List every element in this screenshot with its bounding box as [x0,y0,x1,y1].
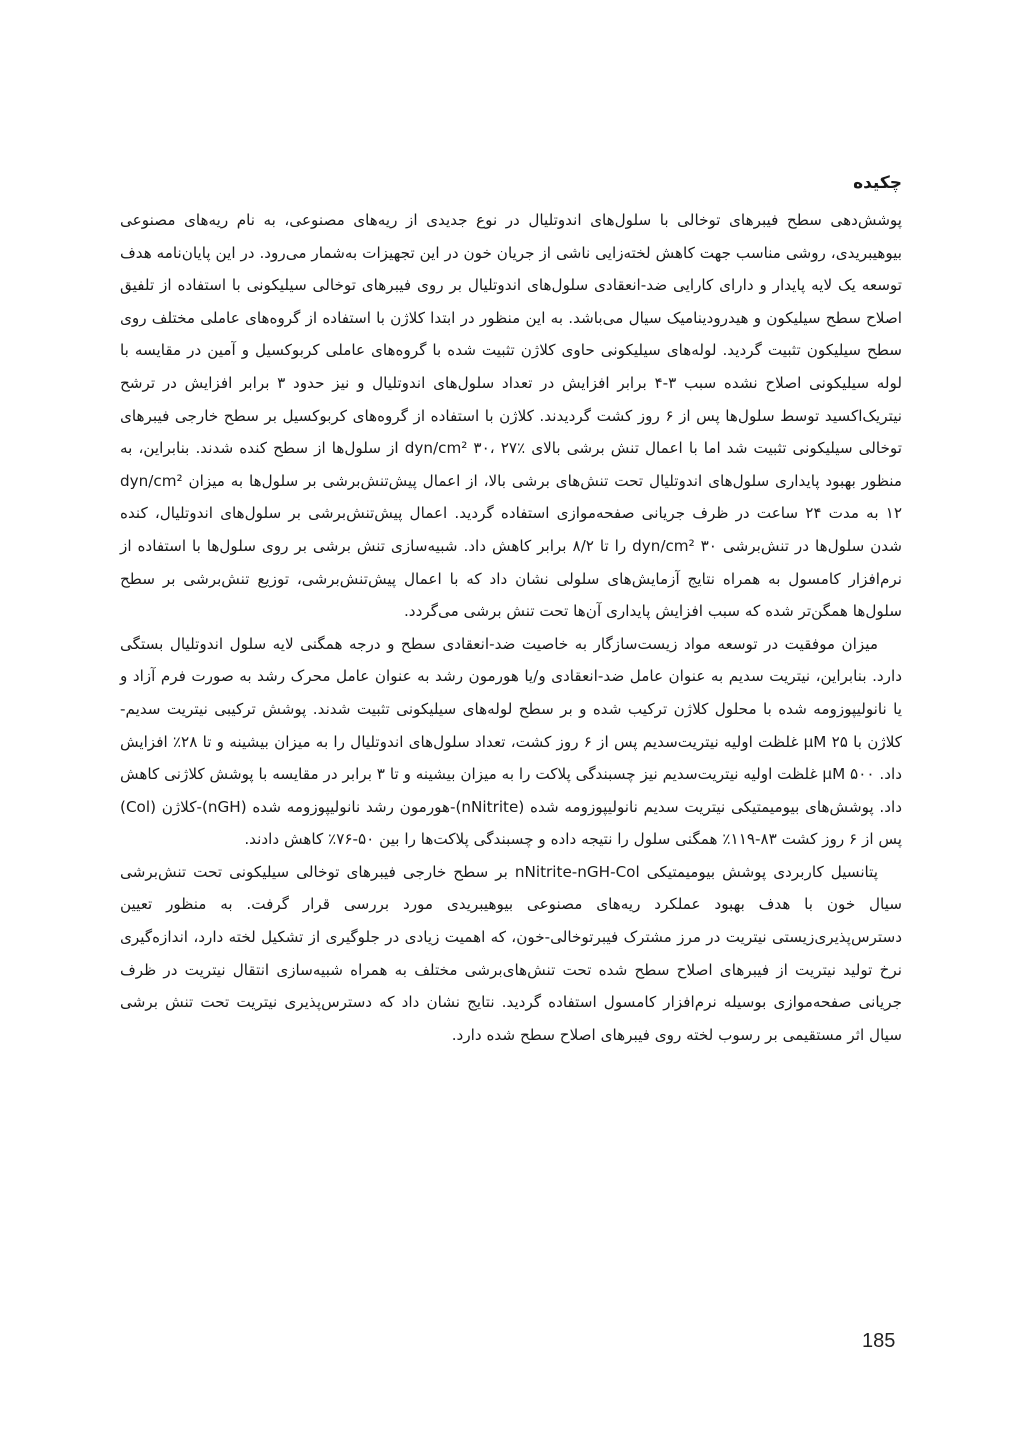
abstract-paragraph-1: پوشش‌دهی سطح فیبرهای توخالی با سلول‌های اندوتلیال در نوع جدیدی از ریه‌های مصنوعی، به نام ریه‌های مصنوعی بیوهیبریدی، روشی مناسب جهت کاهش لخته‌زایی ناشی از جریان خون در این تجهیزات به‌شمار می‌رود. در این پایان‌نامه هدف توسعه یک لایه پایدار و دارای کارایی ضد-انعقادی سلول‌های اندوتلیال بر روی فیبرهای توخالی سیلیکونی با استفاده از تلفیق اصلاح سطح سیلیکون و هیدرودینامیک سیال می‌باشد. به این منظور در ابتدا کلاژن با استفاده از گروه‌های عاملی مختلف روی سطح سیلیکون تثبیت گردید. لوله‌های سیلیکونی حاوی کلاژن تثبیت شده با گروه‌های عاملی کربوکسیل و آمین در مقایسه با لوله سیلیکونی اصلاح نشده سبب ۳-۴ برابر افزایش در تعداد سلول‌های اندوتلیال و نیز حدود ۳ برابر افزایش در ترشح نیتریک‌اکسید توسط سلول‌ها پس از ۶ روز کشت گردیدند. کلاژن با استفاده از گروه‌های کربوکسیل بر سطح خارجی فیبرهای توخالی سیلیکونی تثبیت شد اما با اعمال تنش برشی بالای dyn/cm² ۳۰، ۲۷٪ از سلول‌ها از سطح کنده شدند. بنابراین، به منظور بهبود پایداری سلول‌های اندوتلیال تحت تنش‌های برشی بالا، از اعمال پیش‌تنش‌برشی بر سلول‌ها به میزان dyn/cm² ۱۲ به مدت ۲۴ ساعت در ظرف جریانی صفحه‌موازی استفاده گردید. اعمال پیش‌تنش‌برشی بر سلول‌های اندوتلیال، کنده شدن سلول‌ها در تنش‌برشی dyn/cm² ۳۰ را تا ۸/۲ برابر کاهش داد. شبیه‌سازی تنش برشی بر روی سلول‌ها با استفاده از نرم‌افزار کامسول به همراه نتایج آزمایش‌های سلولی نشان داد که با اعمال پیش‌تنش‌برشی، توزیع تنش‌برشی بر سطح سلول‌ها همگن‌تر شده که سبب افزایش پایداری آن‌ها تحت تنش برشی می‌گردد. [120,211,903,621]
abstract-section [120,168,902,1051]
page-number: 185 [862,1330,896,1352]
abstract-heading: چکیده [853,173,902,193]
abstract-paragraph-2: میزان موفقیت در توسعه مواد زیست‌سازگار به خاصیت ضد-انعقادی سطح و درجه همگنی لایه سلول اندوتلیال بستگی دارد. بنابراین، نیتریت سدیم به عنوان عامل ضد-انعقادی و/یا هورمون رشد به عنوان عامل محرک رشد به صورت فرم آزاد و یا نانولیپوزومه شده با محلول کلاژن ترکیب شده و بر سطح لوله‌های سیلیکونی تثبیت شدند. پوشش ترکیبی نیتریت سدیم-کلاژن با μM ۲۵ غلظت اولیه نیتریت‌سدیم پس از ۶ روز کشت، تعداد سلول‌های اندوتلیال را به میزان بیشینه و تا ۲۸٪ افزایش داد. μM ۵۰۰ غلظت اولیه نیتریت‌سدیم نیز چسبندگی پلاکت را به میزان بیشینه و تا ۳ برابر در مقایسه با پوشش کلاژنی کاهش داد. پوشش‌های بیومیمتیکی نیتریت سدیم نانولیپوزومه شده (nNitrite)-هورمون رشد نانولیپوزومه شده (nGH)-کلاژن (Col) پس از ۶ روز کشت ۸۳-۱۱۹٪ همگنی سلول را نتیجه داده و چسبندگی پلاکت‌ها را بین ۵۰-۷۶٪ کاهش دادند. [120,634,902,849]
abstract-paragraph-3: پتانسیل کاربردی پوشش بیومیمتیکی nNitrite-nGH-Col بر سطح خارجی فیبرهای توخالی سیلیکونی تحت تنش‌برشی سیال خون با هدف بهبود عملکرد ریه‌های مصنوعی بیوهیبریدی مورد بررسی قرار گرفت. به منظور تعیین دسترس‌پذیری‌زیستی نیتریت در مرز مشترک فیبرتوخالی-خون، که اهمیت زیادی در جلوگیری از تشکیل لخته دارد، اندازه‌گیری نرخ تولید نیتریت از فیبرهای اصلاح سطح شده تحت تنش‌های‌برشی مختلف به همراه شبیه‌سازی انتقال نیتریت در ظرف جریانی صفحه‌موازی بوسیله نرم‌افزار کامسول استفاده گردید. نتایج نشان داد که دسترس‌پذیری نیتریت تحت تنش برشی سیال اثر مستقیمی بر رسوب لخته روی فیبرهای اصلاح سطح شده دارد. [120,862,902,1044]
